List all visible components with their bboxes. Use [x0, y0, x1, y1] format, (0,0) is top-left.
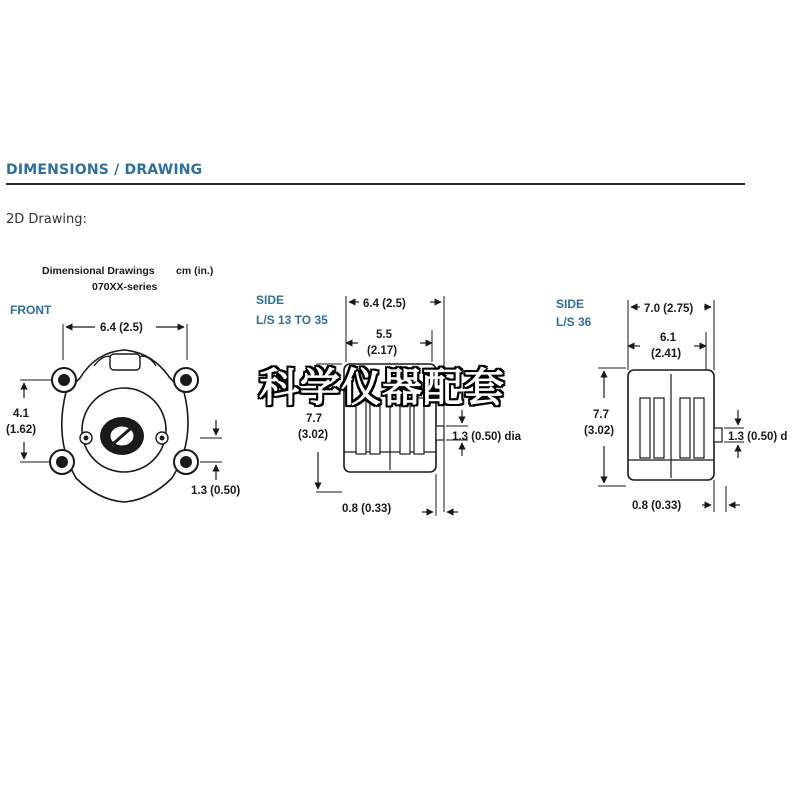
side2-bottom-dim: 0.8 (0.33) — [632, 500, 682, 512]
side2-label-1: SIDE — [556, 297, 585, 311]
side2-inner-dim-1: 6.1 — [660, 332, 676, 344]
side1-inner-dim-1: 5.5 — [376, 329, 392, 341]
section-title: DIMENSIONS / DRAWING — [6, 162, 203, 178]
side2-width-dim: 7.0 (2.75) — [644, 303, 694, 315]
front-bottom-dim: 1.3 (0.50) — [191, 485, 241, 497]
drawing-units: cm (in.) — [176, 265, 214, 277]
side1-bottom-dim: 0.8 (0.33) — [342, 503, 392, 515]
drawing-subtitle: 2D Drawing: — [6, 212, 87, 227]
front-view — [6, 303, 240, 502]
side1-width-dim: 6.4 (2.5) — [363, 298, 406, 310]
front-height-dim-2: (1.62) — [6, 424, 37, 436]
drawing-heading: Dimensional Drawings — [42, 265, 155, 277]
side1-shaft-dim: 1.3 (0.50) dia — [452, 431, 522, 443]
drawing-series: 070XX-series — [92, 281, 158, 293]
front-height-dim-1: 4.1 — [13, 408, 29, 420]
side-view-2 — [556, 297, 787, 512]
front-label: FRONT — [10, 303, 52, 317]
side2-height-dim-2: (3.02) — [584, 425, 615, 437]
side1-label-2: L/S 13 TO 35 — [256, 313, 328, 327]
side2-height-dim-1: 7.7 — [593, 409, 609, 421]
front-width-dim: 6.4 (2.5) — [100, 322, 143, 334]
side2-shaft-dim: 1.3 (0.50) d — [728, 431, 788, 443]
side2-label-2: L/S 36 — [556, 315, 592, 329]
side1-label-1: SIDE — [256, 293, 285, 307]
side2-inner-dim-2: (2.41) — [651, 348, 682, 360]
side1-height-dim-2: (3.02) — [298, 429, 329, 441]
side1-inner-dim-2: (2.17) — [367, 345, 398, 357]
watermark: 科学仪器配套 — [259, 365, 505, 411]
side1-height-dim-1: 7.7 — [306, 413, 322, 425]
